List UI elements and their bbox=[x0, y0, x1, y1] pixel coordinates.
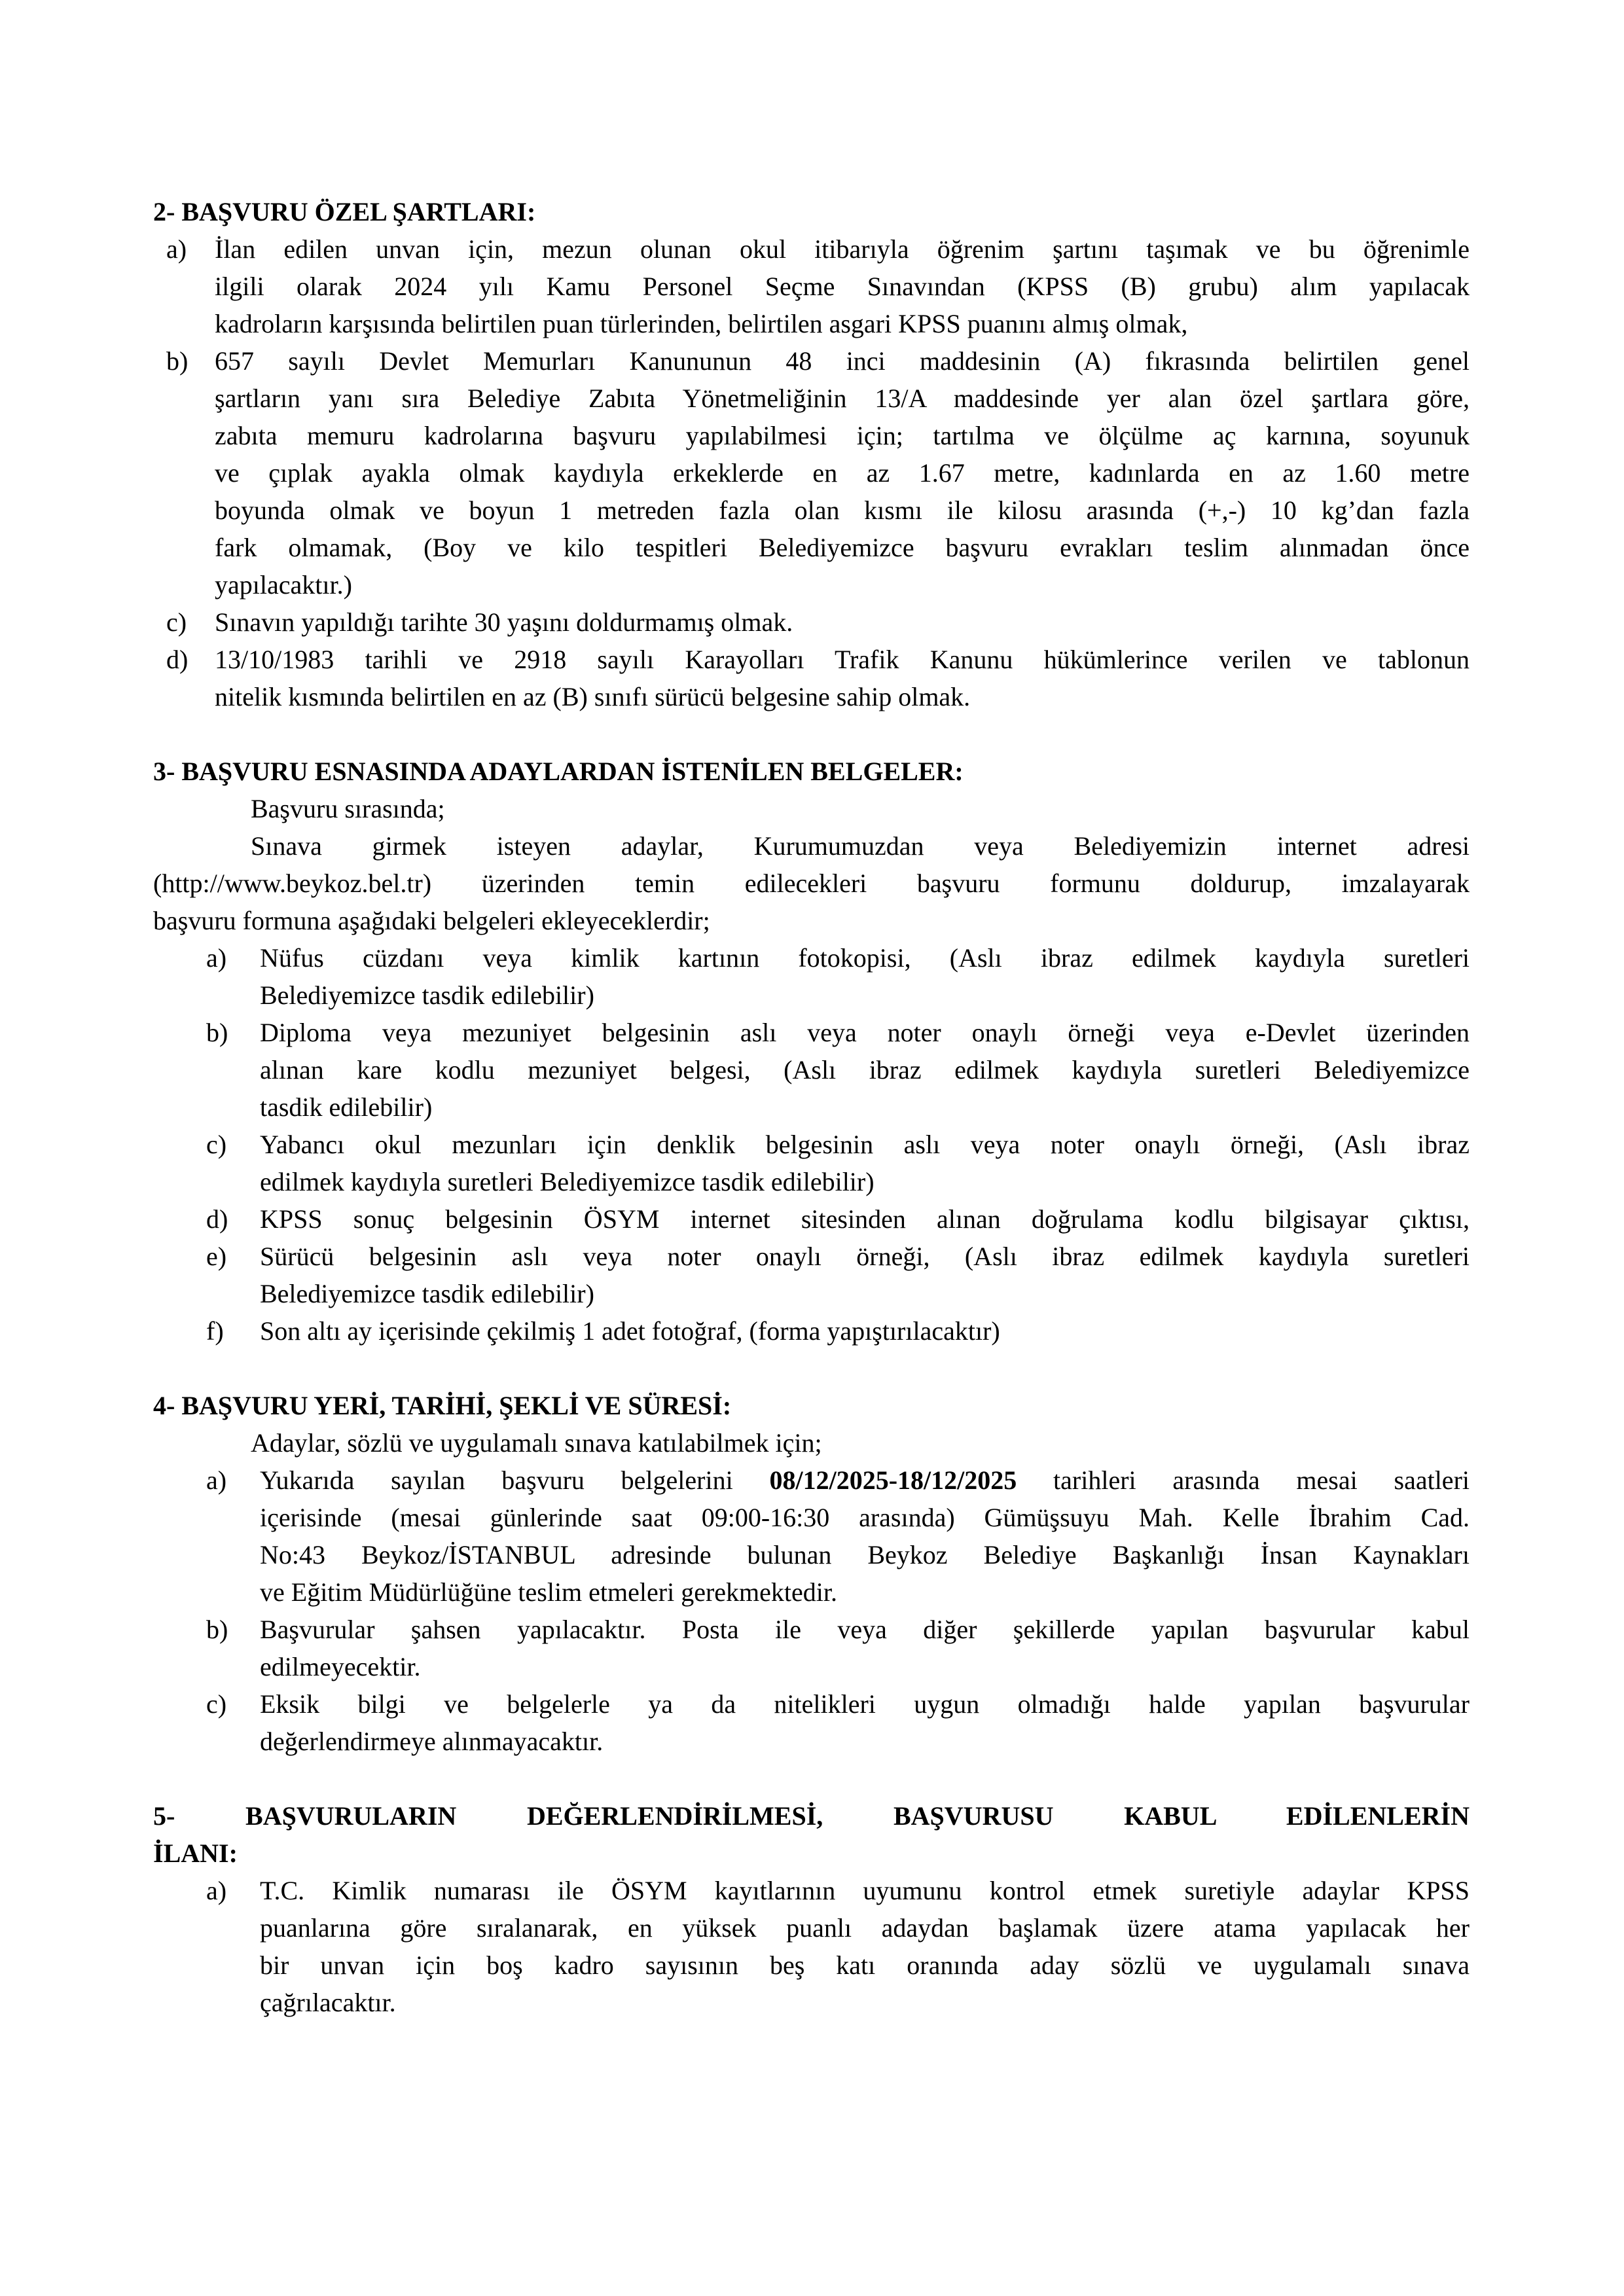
section-basvurularin-degerlendirilmesi bbox=[153, 1797, 1470, 2021]
list-item bbox=[153, 1238, 1470, 1312]
text-line: zabıta memuru kadrolarına başvuru yapılabilmesi için; tartılma ve ölçülme aç karnına, soyunuk bbox=[215, 421, 1470, 450]
text-line: Son altı ay içerisinde çekilmiş 1 adet fotoğraf, (forma yapıştırılacaktır) bbox=[260, 1316, 1000, 1346]
text-segment: Yukarıda sayılan başvuru belgelerini bbox=[260, 1465, 770, 1495]
text-line: T.C. Kimlik numarası ile ÖSYM kayıtlarının uyumunu kontrol etmek suretiyle adaylar KPSS bbox=[260, 1876, 1470, 1905]
text-line: değerlendirmeye alınmayacaktır. bbox=[260, 1727, 604, 1756]
item-marker: a) bbox=[166, 234, 187, 264]
paragraph bbox=[153, 827, 1470, 939]
list-item bbox=[153, 1312, 1470, 1350]
text-line: Belediyemizce tasdik edilebilir) bbox=[260, 980, 594, 1010]
item-marker: a) bbox=[206, 1876, 227, 1905]
application-date-range: 08/12/2025-18/12/2025 bbox=[769, 1465, 1017, 1495]
list-item bbox=[153, 1200, 1470, 1238]
text-line: Eksik bilgi ve belgelerle ya da nitelikleri uygun olmadığı halde yapılan başvurular bbox=[260, 1689, 1470, 1719]
text-line: ve çıplak ayakla olmak kaydıyla erkeklerde en az 1.67 metre, kadınlarda en az 1.60 metre bbox=[215, 458, 1470, 488]
list-item bbox=[153, 1014, 1470, 1126]
text-line: KPSS sonuç belgesinin ÖSYM internet sitesinden alınan doğrulama kodlu bilgisayar çıktısı, bbox=[260, 1204, 1470, 1234]
text-line: çağrılacaktır. bbox=[260, 1988, 396, 2017]
website-url-line: (http://www.beykoz.bel.tr) üzerinden temin edilecekleri başvuru formunu doldurup, imzalayarak bbox=[153, 869, 1470, 898]
text-line: şartların yanı sıra Belediye Zabıta Yönetmeliğinin 13/A maddesinde yer alan özel şartlara göre, bbox=[215, 384, 1470, 413]
text-line: Nüfus cüzdanı veya kimlik kartının fotokopisi, (Aslı ibraz edilmek kaydıyla suretleri bbox=[260, 943, 1470, 973]
list-item bbox=[153, 939, 1470, 1014]
item-marker: e) bbox=[206, 1242, 227, 1271]
text-segment: tarihleri arasında mesai saatleri bbox=[1017, 1465, 1470, 1495]
item-marker: a) bbox=[206, 1465, 227, 1495]
section-heading-line-1: 5- BAŞVURULARIN DEĞERLENDİRİLMESİ, BAŞVURUSU KABUL EDİLENLERİN bbox=[153, 1801, 1470, 1831]
item-marker: b) bbox=[206, 1615, 228, 1644]
text-line: başvuru formuna aşağıdaki belgeleri ekleyeceklerdir; bbox=[153, 906, 710, 935]
text-line: Diploma veya mezuniyet belgesinin aslı veya noter onaylı örneği veya e-Devlet üzerinden bbox=[260, 1018, 1470, 1047]
text-line: puanlarına göre sıralanarak, en yüksek puanlı adaydan başlamak üzere atama yapılacak her bbox=[260, 1913, 1470, 1943]
list-item bbox=[153, 342, 1470, 603]
text-line: fark olmamak, (Boy ve kilo tespitleri Belediyemizce başvuru evrakları teslim alınmadan önce bbox=[215, 533, 1470, 562]
list-item bbox=[153, 641, 1470, 715]
text-line: İlan edilen unvan için, mezun olunan okul itibarıyla öğrenim şartını taşımak ve bu öğrenimle bbox=[215, 234, 1470, 264]
list-item bbox=[153, 1611, 1470, 1685]
item-marker: c) bbox=[166, 607, 187, 637]
list-item bbox=[153, 1685, 1470, 1760]
list-item bbox=[153, 603, 1470, 641]
text-line-with-date bbox=[260, 1462, 1470, 1499]
item-marker: a) bbox=[206, 943, 227, 973]
section-heading-line-2: İLANI: bbox=[153, 1839, 238, 1868]
text-line: içerisinde (mesai günlerinde saat 09:00-16:30 arasında) Gümüşsuyu Mah. Kelle İbrahim Cad. bbox=[260, 1503, 1470, 1532]
text-line: 657 sayılı Devlet Memurları Kanununun 48 inci maddesinin (A) fıkrasında belirtilen genel bbox=[215, 346, 1470, 376]
section-heading: 4- BAŞVURU YERİ, TARİHİ, ŞEKLİ VE SÜRESİ: bbox=[153, 1391, 732, 1420]
section-basvuru-yeri-tarihi bbox=[153, 1387, 1470, 1760]
list-item bbox=[153, 1462, 1470, 1611]
section-heading: 3- BAŞVURU ESNASINDA ADAYLARDAN İSTENİLEN BELGELER: bbox=[153, 757, 964, 786]
text-line: Sınava girmek isteyen adaylar, Kurumumuzdan veya Belediyemizin internet adresi bbox=[251, 831, 1470, 861]
text-line: No:43 Beykoz/İSTANBUL adresinde bulunan Beykoz Belediye Başkanlığı İnsan Kaynakları bbox=[260, 1540, 1470, 1570]
text-line: boyunda olmak ve boyun 1 metreden fazla olan kısmı ile kilosu arasında (+,-) 10 kg’dan fazla bbox=[215, 495, 1470, 525]
text-line: edilmeyecektir. bbox=[260, 1652, 421, 1681]
item-marker: f) bbox=[206, 1316, 224, 1346]
item-marker: b) bbox=[206, 1018, 228, 1047]
text-line: kadroların karşısında belirtilen puan türlerinden, belirtilen asgari KPSS puanını almış olmak, bbox=[215, 309, 1188, 338]
text-line: Sürücü belgesinin aslı veya noter onaylı örneği, (Aslı ibraz edilmek kaydıyla suretleri bbox=[260, 1242, 1470, 1271]
intro-paragraph: Adaylar, sözlü ve uygulamalı sınava katılabilmek için; bbox=[251, 1428, 822, 1458]
text-line: ilgili olarak 2024 yılı Kamu Personel Seçme Sınavından (KPSS (B) grubu) alım yapılacak bbox=[215, 272, 1470, 301]
text-line: Başvurular şahsen yapılacaktır. Posta ile veya diğer şekillerde yapılan başvurular kabul bbox=[260, 1615, 1470, 1644]
text-line: Yabancı okul mezunları için denklik belgesinin aslı veya noter onaylı örneği, (Aslı ibraz bbox=[260, 1130, 1470, 1159]
text-line: nitelik kısmında belirtilen en az (B) sınıfı sürücü belgesine sahip olmak. bbox=[215, 682, 971, 711]
text-line: yapılacaktır.) bbox=[215, 570, 352, 600]
item-marker: d) bbox=[166, 645, 189, 674]
text-line: bir unvan için boş kadro sayısının beş katı oranında aday sözlü ve uygulamalı sınava bbox=[260, 1950, 1470, 1980]
item-marker: c) bbox=[206, 1130, 227, 1159]
intro-paragraph: Başvuru sırasında; bbox=[251, 794, 445, 823]
list-item bbox=[153, 1872, 1470, 2021]
text-line: Sınavın yapıldığı tarihte 30 yaşını doldurmamış olmak. bbox=[215, 607, 793, 637]
text-line: alınan kare kodlu mezuniyet belgesi, (Aslı ibraz edilmek kaydıyla suretleri Belediyemizce bbox=[260, 1055, 1470, 1085]
item-marker: d) bbox=[206, 1204, 228, 1234]
list-item bbox=[153, 230, 1470, 342]
section-basvuru-ozel-sartlari bbox=[153, 193, 1470, 715]
list-item bbox=[153, 1126, 1470, 1200]
text-line: edilmek kaydıyla suretleri Belediyemizce tasdik edilebilir) bbox=[260, 1167, 875, 1196]
item-marker: c) bbox=[206, 1689, 227, 1719]
text-line: Belediyemizce tasdik edilebilir) bbox=[260, 1279, 594, 1308]
item-marker: b) bbox=[166, 346, 189, 376]
text-line: ve Eğitim Müdürlüğüne teslim etmeleri gerekmektedir. bbox=[260, 1577, 837, 1607]
text-line: 13/10/1983 tarihli ve 2918 sayılı Karayolları Trafik Kanunu hükümlerince verilen ve tablonun bbox=[215, 645, 1470, 674]
section-heading: 2- BAŞVURU ÖZEL ŞARTLARI: bbox=[153, 197, 536, 226]
section-istenilen-belgeler bbox=[153, 753, 1470, 1350]
text-line: tasdik edilebilir) bbox=[260, 1092, 433, 1122]
